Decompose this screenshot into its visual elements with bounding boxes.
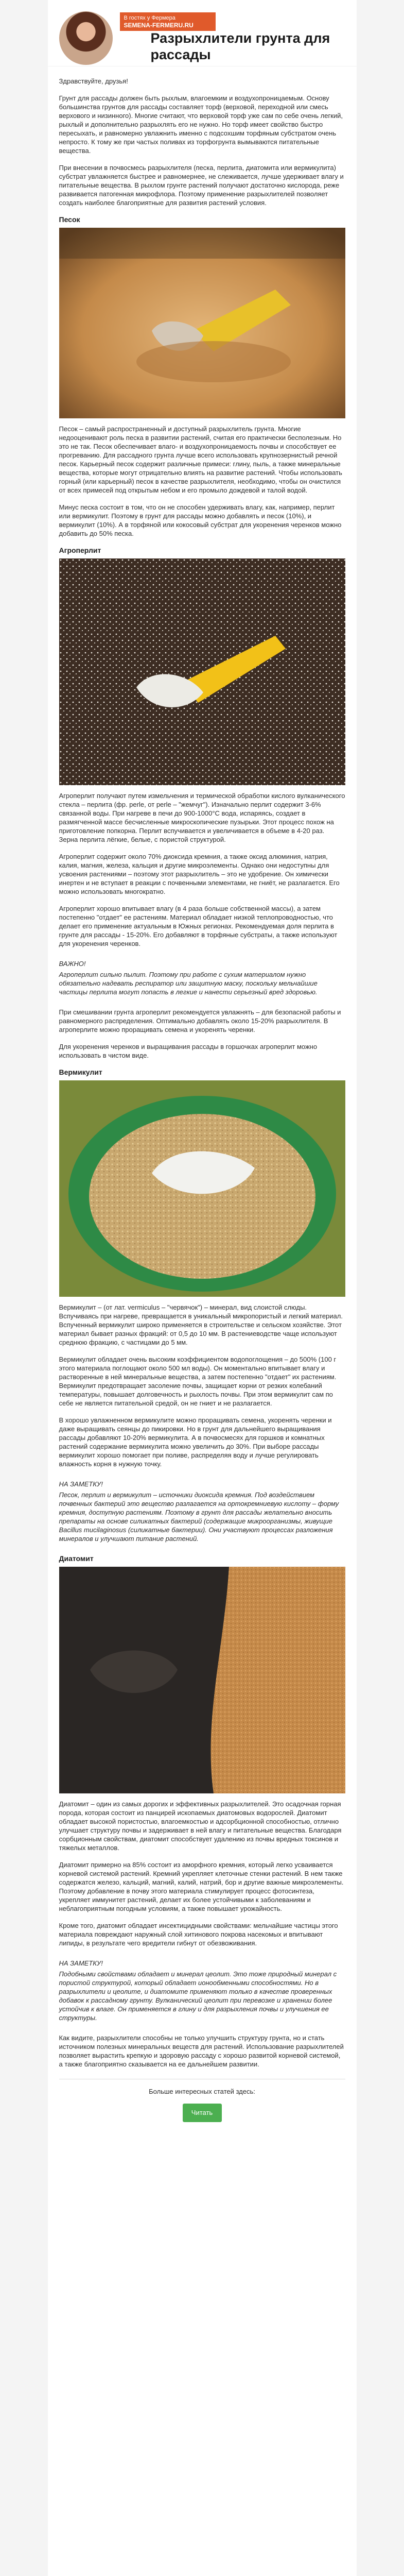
diatomite-note — [59, 1956, 345, 2025]
conclusion-paragraph: Как видите, разрыхлители способны не только улучшить структуру грунта, но и стать источником полезных минеральных веществ для растений. Использование разрыхлителей позволяет вырастить крепкую и здоровую рассаду с хорошо развитой корневой системой, а также благоприятно сказывается на ее дальнейшем развитии. — [59, 2034, 344, 2068]
perlite-note — [59, 956, 345, 999]
vermiculite-paragraph: В хорошо увлажненном вермикулите можно проращивать семена, укоренять черенки и даже выращивать сеянцы до пикировки. Но в грунт для дальнейшего выращивания рассады добавляют 10-20% вермикулита. А в почвосмесях для горшков и комнатных растений содержание вермикулита можно увеличить до 30%. При выборе рассады вермикулит хорошо помогает при поливе, распределяя воду и лучше регулировать влажность корня в нужную точку. — [59, 1416, 332, 1468]
note-title: ВАЖНО! — [59, 960, 86, 968]
vermiculite-paragraph: Вермикулит – (от лат. vermiculus – "червячок") – минерал, вид слоистой слюды. Вспучиваясь при нагреве, превращается в уникальный микропористый и легкий материал. Вспученный вермикулит широко применяется в строительстве и сельском хозяйстве. Этот материал бывает разных фракций: от 0,5 до 10 мм. В растениеводстве чаще используют среднюю фракцию, с частицами до 5 мм. — [59, 1303, 343, 1346]
brand-badge[interactable] — [120, 12, 216, 31]
page-title: Разрыхлители грунта для рассады — [150, 30, 330, 62]
note-title: НА ЗАМЕТКУ! — [59, 1959, 103, 1967]
perlite-paragraph: Агроперлит содержит около 70% диоксида кремния, а также оксид алюминия, натрия, калия, магния, железа, кальция и другие микроэлементы. Однако они недоступны для усвоения растениями – поэтому этот разрыхлитель – это не удобрение. Он химически инертен и не вступает в реакции с почвенными элементами, не гниёт, не разлагается. Его можно использовать многократно. — [59, 853, 340, 895]
perlite-paragraph: Агроперлит получают путем измельчения и термической обработки кислого вулканического стекла – перлита (фр. perle, от perle – "жемчуг"). Изначально перлит содержит 3-6% связанной воды. При нагреве в печи до 900-1000°C вода, испаряясь, создает в размягченной массе бесчисленные микроскопические пузырьки. Этот процесс похож на приготовление попкорна. Перлит вспучивается и увеличивается в объеме в 4-20 раз. Зерна перлита лёгкие, белые, с пористой структурой. — [59, 792, 345, 843]
sand-photo — [59, 228, 345, 418]
vermiculite-paragraph: Вермикулит обладает очень высоким коэффициентом водопоглощения – до 500% (100 г этого материала поглощают около 500 мл воды). Он моментально впитывает влагу и растворенные в ней минеральные вещества, а затем постепенно "отдает" их растениям. Вермикулит предотвращает засоление почвы, защищает корни от резких колебаний температуры, повышает долговечность и рыхлость почвы. При этом вермикулит сам по себе не является питательной средой, он не гниет и не разлагается. — [59, 1355, 337, 1407]
more-articles-label: Больше интересных статей здесь: — [149, 2088, 255, 2095]
diatomite-photo — [59, 1567, 345, 1793]
note-body: Подобными свойствами обладает и минерал цеолит. Это тоже природный минерал с пористой структурой, который обладает ионообменными способностями. Но в разрыхлители и цеолите, и диатомите применяют только в качестве проверенных добавок к рассадному грунту. Вулканический цеолит при перевозке и хранении более устойчив к влаге. Он применяется в глину и для разрыхления почвы и улучшения ее структуры. — [59, 1970, 337, 2022]
sand-paragraph: Минус песка состоит в том, что он не способен удерживать влагу, как, например, перлит или вермикулит. Поэтому в грунт для рассады можно добавлять и песок (10%), и вермикулит (10%). А в торфяной или кокосовый субстрат для укоренения черенков можно добавить до 50% песка. — [59, 503, 342, 537]
article-content — [48, 66, 357, 2122]
section-title-diatomite: Диатомит — [59, 1554, 94, 1563]
brand-line-2: SEMENA-FERMERU.RU — [124, 22, 194, 29]
perlite-paragraph: Для укоренения черенков и выращивания рассады в горшочках агроперлит можно использовать в чистом виде. — [59, 1043, 318, 1059]
note-body: Агроперлит сильно пылит. Поэтому при работе с сухим материалом нужно обязательно надевать респиратор или защитную маску, поскольку мельчайшие частицы перлита могут попасть в легкие и нанести серьезный вред здоровью. — [59, 971, 318, 996]
intro-paragraph: Грунт для рассады должен быть рыхлым, влагоемким и воздухопроницаемым. Основу большинства грунтов для рассады составляет торф (верховой, переходной или смесь верхового и низинного). Многие считают, что верховой торф уже сам по себе очень легкий, рыхлый и дополнительно разрыхлять его не нужно. Но торф имеет свойство быстро пересыхать, и равномерно увлажнить именно с подсохшим торфяным субстратом очень непросто. К тому же при частых поливах из торфогрунта вымываются питательные вещества. — [59, 94, 343, 155]
email-body — [48, 0, 357, 2576]
greeting: Здравствуйте, друзья! — [59, 77, 128, 85]
perlite-image — [59, 558, 345, 785]
section-title-sand: Песок — [59, 215, 80, 224]
perlite-photo — [59, 558, 345, 785]
perlite-paragraph: Агроперлит хорошо впитывает влагу (в 4 раза больше собственной массы), а затем постепенно "отдает" ее растениям. Материал обладает низкой теплопроводностью, что делает его применение актуальным в Южных регионах. Рекомендуемая доля перлита в грунте для рассады - 15-20%. Его добавляют в торфяные субстраты, а также используют для укоренения черенков. — [59, 905, 338, 947]
section-title-perlite: Агроперлит — [59, 546, 101, 554]
author-avatar — [59, 11, 113, 65]
diatomite-paragraph: Диатомит примерно на 85% состоит из аморфного кремния, который легко усваивается корневой системой растений. Кремний укрепляет клеточные стенки растений. В нем также содержатся железо, кальций, магний, калий, натрий, бор и другие важные микроэлементы. Поэтому добавление в почву этого материала стимулирует процесс фотосинтеза, укрепляет иммунитет растений, делает их более устойчивыми к заболеваниям и неблагоприятным погодным условиям, а также повышает урожайность. — [59, 1861, 344, 1912]
note-title: НА ЗАМЕТКУ! — [59, 1480, 103, 1488]
perlite-paragraph: При смешивании грунта агроперлит рекомендуется увлажнять – для безопасной работы и равномерного распределения. Оптимально добавлять около 15-20% разрыхлителя. В агроперлите можно проращивать семена и укоренять черенки. — [59, 1008, 341, 1033]
vermiculite-photo — [59, 1080, 345, 1297]
brand-line-1: В гостях у Фермера — [124, 15, 175, 21]
diatomite-paragraph: Кроме того, диатомит обладает инсектицидными свойствами: мельчайшие частицы этого материала повреждают наружный слой хитинового покрова насекомых и впитывают липиды, в результате чего вредители гибнут от обезвоживания. — [59, 1922, 338, 1947]
vermiculite-note — [59, 1477, 345, 1546]
diatomite-image — [59, 1567, 345, 1793]
sand-image — [59, 228, 345, 418]
diatomite-paragraph: Диатомит – один из самых дорогих и эффективных разрыхлителей. Это осадочная горная порода, которая состоит из панцирей ископаемых диатомовых водорослей. Диатомит обладает высокой пористостью, влагоемкостью и адсорбционной способностью, отлично улучшает структуру почвы и задерживает в ней влагу и питательные вещества. Благодаря сорбционным свойствам, диатомит способствует удалению из почвы вредных токсинов и тяжелых металлов. — [59, 1800, 342, 1852]
sand-paragraph: Песок – самый распространенный и доступный разрыхлитель грунта. Многие недооценивают роль песка в развитии растений, считая его практически бесполезным. Но это не так. Песок обеспечивает влаго- и воздухопроницаемость почвы и способствует ее прогреванию. Для рассадного грунта лучше всего использовать крупнозернистый речной песок. Карьерный песок содержит различные примеси: глину, пыль, а также минеральные вещества, которые могут отрицательно влиять на развитие растений. Чтобы использовать горный (или карьерный) песок в качестве разрыхлителя, необходимо, чтобы он очистился от всех примесей под открытым небом и его промыло дождевой и талой водой. — [59, 425, 342, 494]
vermiculite-image — [59, 1080, 345, 1297]
section-title-vermiculite: Вермикулит — [59, 1068, 102, 1076]
note-body: Песок, перлит и вермикулит – источники диоксида кремния. Под воздействием почвенных бактерий это вещество разлагается на ортокремниевую кислоту – форму кремния, доступную растениям. Поэтому в грунт для рассады желательно вносить препараты на основе силикатных бактерий (содержащие микроорганизмы, живущие Bacillus mucilaginosus (силикатные бактерии). Они участвуют процессах разложения минералов и улучшают питание растений. — [59, 1491, 339, 1543]
email-header — [48, 0, 357, 66]
read-button[interactable]: Читать — [183, 2104, 222, 2122]
intro-paragraph: При внесении в почвосмесь разрыхлителя (песка, перлита, диатомита или вермикулита) субстрат увлажняется быстрее и равномернее, не слеживается, лучше удерживает влагу и питательные вещества. В рыхлом грунте растений получают достаточно кислорода, реже развивается патогенная микрофлора. Поэтому применение разрыхлителей позволяет создать наиболее благоприятные для развития растений условия. — [59, 164, 344, 207]
